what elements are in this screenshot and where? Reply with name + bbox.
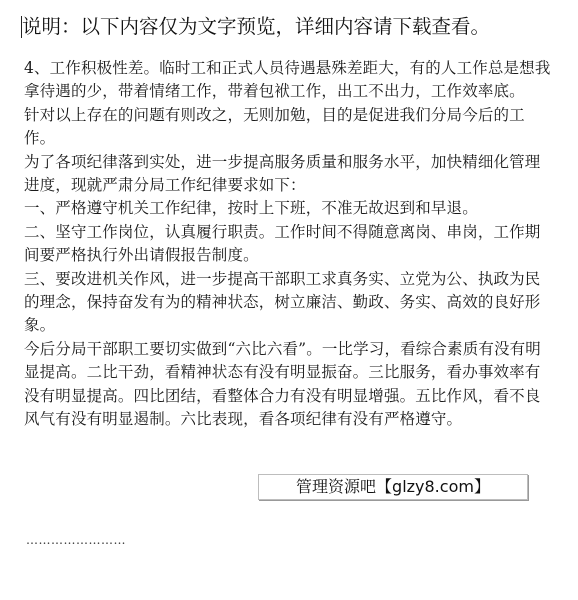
document-body bbox=[24, 57, 554, 432]
paragraph-rule-3: 三、要改进机关作风，进一步提高干部职工求真务实、立党为公、执政为民的理念，保持奋发有为的精神状态，树立廉洁、勤政、务实、高效的良好形象。 bbox=[24, 269, 541, 335]
paragraph-rule-2: 二、坚守工作岗位，认真履行职责。工作时间不得随意离岗、串岗，工作期间要严格执行外出请假报告制度。 bbox=[24, 222, 541, 265]
paragraph-rule-1: 一、严格遵守机关工作纪律，按时上下班，不准无故迟到和早退。 bbox=[24, 199, 478, 218]
paragraph-six-comparisons: 今后分局干部职工要切实做到“六比六看”。一比学习，看综合素质有没有明显提高。二比干劲，看精神状态有没有明显振奋。三比服务，看办事效率有没有明显提高。四比团结，看整体合力有没有明显增强。五比作风，看不良风气有没有明显遏制。六比表现，看各项纪律有没有严格遵守。 bbox=[24, 339, 541, 429]
truncation-ellipsis: …………………… bbox=[26, 533, 126, 547]
watermark-banner: 管理资源吧【glzy8.com】 bbox=[258, 474, 528, 500]
paragraph-correction: 针对以上存在的问题有则改之，无则加勉，目的是促进我们分局今后的工作。 bbox=[24, 105, 525, 148]
paragraph-requirements-intro: 为了各项纪律落到实处，进一步提高服务质量和服务水平，加快精细化管理进度，现就严肃分局工作纪律要求如下： bbox=[24, 152, 541, 195]
preview-notice: 说明：以下内容仅为文字预览，详细内容请下载查看。 bbox=[22, 15, 491, 38]
paragraph-issue-4: 4、工作积极性差。临时工和正式人员待遇悬殊差距大，有的人工作总是想我拿待遇的少，带着情绪工作，带着包袱工作，出工不出力，工作效率底。 bbox=[24, 59, 551, 101]
